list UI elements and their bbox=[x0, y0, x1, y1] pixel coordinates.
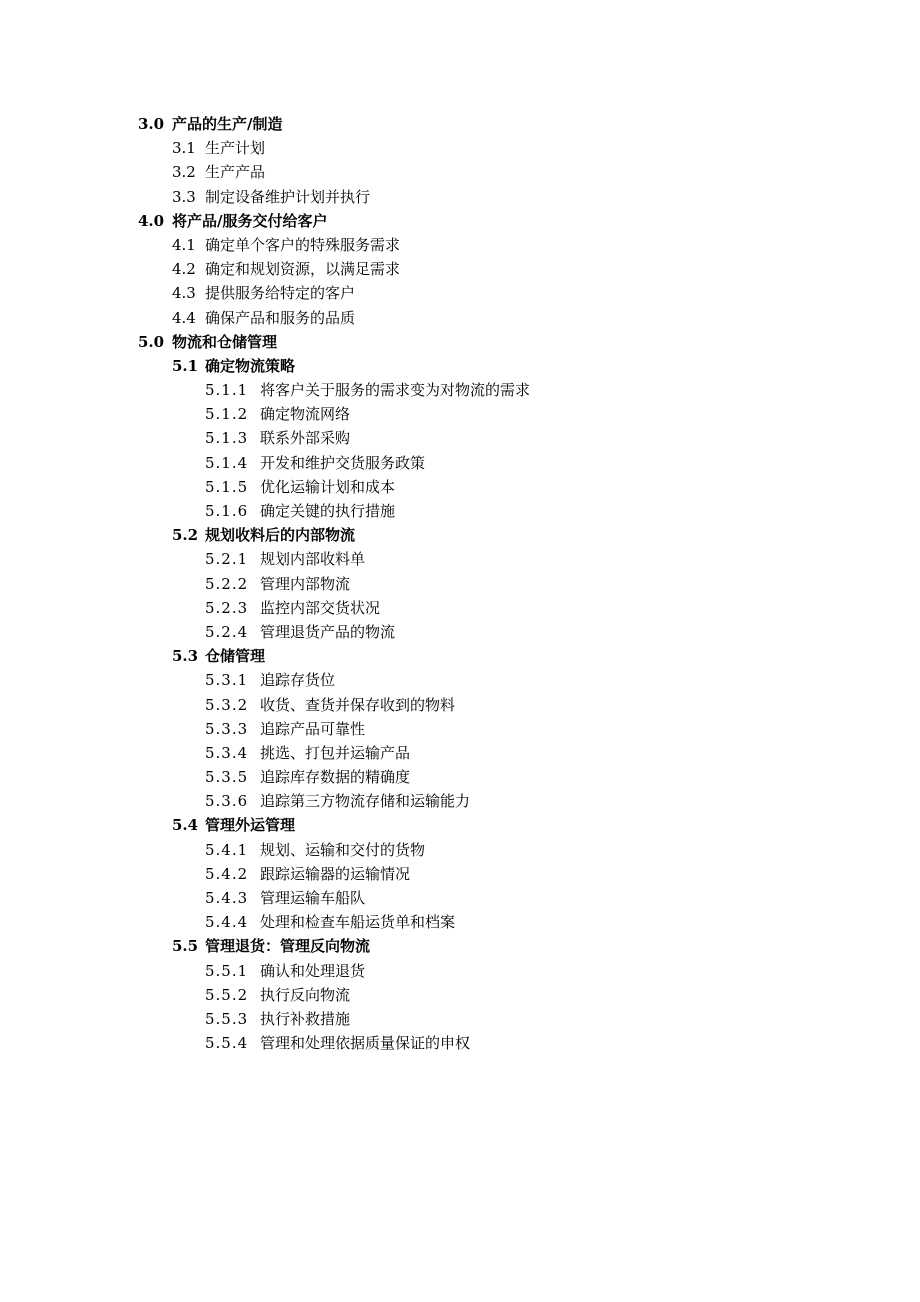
subsection-heading bbox=[0, 523, 920, 547]
section-item-number: 4.3 bbox=[172, 284, 196, 303]
subsection-item bbox=[0, 765, 920, 789]
subsection-item bbox=[0, 426, 920, 450]
section-heading-number: 3.0 bbox=[138, 115, 165, 133]
subsection-item-number: 5.2.4 bbox=[205, 622, 249, 641]
subsection-item-number: 5.5.4 bbox=[205, 1034, 249, 1053]
subsection-item-title: 追踪第三方物流存储和运输能力 bbox=[260, 792, 471, 811]
subsection-item-number: 5.5.1 bbox=[205, 961, 249, 980]
subsection-item bbox=[0, 547, 920, 571]
section-heading bbox=[0, 209, 920, 233]
subsection-heading-title: 仓储管理 bbox=[205, 647, 266, 666]
subsection-item bbox=[0, 862, 920, 886]
subsection-item-title: 监控内部交货状况 bbox=[260, 598, 381, 617]
subsection-item-number: 5.3.4 bbox=[205, 743, 249, 762]
subsection-item bbox=[0, 596, 920, 620]
subsection-heading-number: 5.5 bbox=[172, 937, 199, 956]
subsection-item bbox=[0, 499, 920, 523]
subsection-item bbox=[0, 838, 920, 862]
subsection-item bbox=[0, 451, 920, 475]
subsection-heading bbox=[0, 644, 920, 668]
subsection-item-number: 5.1.6 bbox=[205, 502, 249, 520]
subsection-item-number: 5.5.3 bbox=[205, 1009, 249, 1028]
section-heading-title: 物流和仓储管理 bbox=[172, 332, 278, 351]
subsection-item-title: 联系外部采购 bbox=[260, 429, 351, 448]
document-outline bbox=[0, 112, 920, 1055]
subsection-item-title: 确定物流网络 bbox=[260, 405, 351, 424]
section-heading-number: 4.0 bbox=[138, 211, 165, 230]
section-item-title: 确定单个客户的特殊服务需求 bbox=[205, 235, 401, 254]
subsection-item bbox=[0, 1031, 920, 1055]
subsection-item-title: 开发和维护交货服务政策 bbox=[260, 453, 426, 472]
subsection-item-title: 追踪存货位 bbox=[260, 671, 336, 690]
section-item bbox=[0, 306, 920, 330]
subsection-item-number: 5.4.2 bbox=[205, 864, 249, 883]
subsection-item-title: 挑选、打包并运输产品 bbox=[260, 743, 411, 762]
subsection-item bbox=[0, 910, 920, 934]
subsection-heading-number: 5.4 bbox=[172, 816, 199, 835]
subsection-item-number: 5.1.4 bbox=[205, 453, 249, 472]
section-item-number: 3.2 bbox=[172, 163, 196, 182]
section-heading bbox=[0, 112, 920, 136]
section-item-title: 生产计划 bbox=[205, 139, 266, 158]
subsection-item-number: 5.3.1 bbox=[205, 671, 249, 690]
subsection-heading-number: 5.1 bbox=[172, 356, 199, 375]
subsection-item-title: 管理退货产品的物流 bbox=[260, 622, 396, 641]
subsection-heading bbox=[0, 934, 920, 958]
section-heading-title: 将产品/服务交付给客户 bbox=[172, 211, 328, 230]
subsection-item-number: 5.1.3 bbox=[205, 429, 249, 448]
section-item bbox=[0, 136, 920, 160]
subsection-item bbox=[0, 983, 920, 1007]
section-item-title: 提供服务给特定的客户 bbox=[205, 284, 356, 303]
subsection-item bbox=[0, 378, 920, 402]
section-item-title: 制定设备维护计划并执行 bbox=[205, 187, 371, 206]
subsection-item-number: 5.5.2 bbox=[205, 985, 249, 1004]
subsection-item-title: 优化运输计划和成本 bbox=[260, 477, 396, 496]
subsection-item-title: 执行补救措施 bbox=[260, 1009, 351, 1028]
subsection-item-number: 5.3.6 bbox=[205, 792, 249, 811]
section-heading-number: 5.0 bbox=[138, 332, 165, 351]
subsection-item bbox=[0, 693, 920, 717]
subsection-item-title: 追踪库存数据的精确度 bbox=[260, 768, 411, 787]
subsection-heading bbox=[0, 813, 920, 837]
subsection-item-number: 5.3.3 bbox=[205, 719, 249, 738]
subsection-item bbox=[0, 1007, 920, 1031]
subsection-item-number: 5.4.1 bbox=[205, 840, 249, 859]
subsection-item-title: 规划、运输和交付的货物 bbox=[260, 840, 426, 859]
subsection-item-number: 5.1.2 bbox=[205, 405, 249, 424]
subsection-item-title: 管理运输车船队 bbox=[260, 889, 366, 907]
subsection-item-title: 管理和处理依据质量保证的申权 bbox=[260, 1034, 471, 1053]
section-item bbox=[0, 281, 920, 305]
subsection-item-title: 管理内部物流 bbox=[260, 574, 351, 593]
subsection-item bbox=[0, 741, 920, 765]
subsection-item bbox=[0, 717, 920, 741]
section-item-number: 4.4 bbox=[172, 308, 196, 327]
section-heading bbox=[0, 330, 920, 354]
subsection-item-number: 5.4.3 bbox=[205, 889, 249, 907]
section-item-title: 确定和规划资源，以满足需求 bbox=[205, 260, 401, 279]
subsection-item bbox=[0, 959, 920, 983]
subsection-item-number: 5.1.1 bbox=[205, 381, 249, 400]
subsection-item-title: 处理和检查车船运货单和档案 bbox=[260, 913, 456, 932]
subsection-item-number: 5.1.5 bbox=[205, 477, 249, 496]
subsection-heading-title: 管理退货：管理反向物流 bbox=[205, 937, 371, 956]
section-item bbox=[0, 185, 920, 209]
subsection-item-title: 跟踪运输器的运输情况 bbox=[260, 864, 411, 883]
subsection-item-number: 5.2.3 bbox=[205, 598, 249, 617]
section-heading-title: 产品的生产/制造 bbox=[172, 115, 283, 133]
subsection-heading-number: 5.2 bbox=[172, 526, 199, 545]
subsection-item bbox=[0, 402, 920, 426]
section-item-title: 确保产品和服务的品质 bbox=[205, 308, 356, 327]
subsection-item-title: 将客户关于服务的需求变为对物流的需求 bbox=[260, 381, 531, 400]
subsection-item bbox=[0, 475, 920, 499]
subsection-item-title: 收货、查货并保存收到的物料 bbox=[260, 695, 456, 714]
subsection-item-title: 确认和处理退货 bbox=[260, 961, 366, 980]
subsection-item bbox=[0, 572, 920, 596]
subsection-item-number: 5.3.5 bbox=[205, 768, 249, 787]
subsection-item bbox=[0, 620, 920, 644]
section-item-number: 3.1 bbox=[172, 139, 196, 158]
subsection-item-title: 执行反向物流 bbox=[260, 985, 351, 1004]
section-item-number: 4.2 bbox=[172, 260, 196, 279]
subsection-item-title: 确定关键的执行措施 bbox=[260, 502, 396, 520]
subsection-item-number: 5.2.2 bbox=[205, 574, 249, 593]
subsection-heading bbox=[0, 354, 920, 378]
subsection-heading-number: 5.3 bbox=[172, 647, 199, 666]
subsection-item bbox=[0, 668, 920, 692]
subsection-item-number: 5.3.2 bbox=[205, 695, 249, 714]
section-item-number: 3.3 bbox=[172, 187, 196, 206]
subsection-item-number: 5.2.1 bbox=[205, 550, 249, 569]
section-item bbox=[0, 233, 920, 257]
subsection-item-number: 5.4.4 bbox=[205, 913, 249, 932]
subsection-item-title: 规划内部收料单 bbox=[260, 550, 366, 569]
section-item-title: 生产产品 bbox=[205, 163, 266, 182]
subsection-heading-title: 管理外运管理 bbox=[205, 816, 296, 835]
section-item-number: 4.1 bbox=[172, 235, 196, 254]
subsection-item bbox=[0, 789, 920, 813]
subsection-heading-title: 确定物流策略 bbox=[205, 356, 296, 375]
subsection-item-title: 追踪产品可靠性 bbox=[260, 719, 366, 738]
subsection-item bbox=[0, 886, 920, 910]
subsection-heading-title: 规划收料后的内部物流 bbox=[205, 526, 356, 545]
section-item bbox=[0, 160, 920, 184]
section-item bbox=[0, 257, 920, 281]
